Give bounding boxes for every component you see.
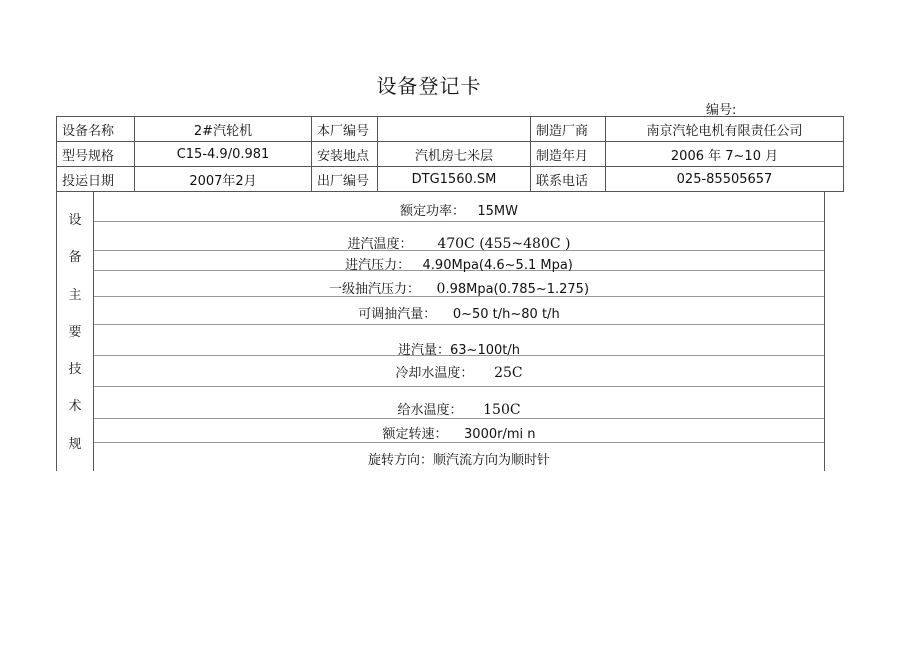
spec-row-adjustable-extraction [94,297,824,325]
spec-row-inlet-flow [94,325,824,356]
table-row [57,167,844,192]
spec-value: 15MW [477,204,519,219]
install-location-label: 安装地点 [312,142,378,167]
spec-label: 冷却水温度： [395,366,474,381]
side-label-char: 术 [68,399,82,414]
spec-value: 150C [483,402,521,418]
spec-row-cooling-water-temp [94,356,824,387]
code-label: 编号: [706,103,737,118]
manufacture-date-value: 2006 年 7~10 月 [606,142,844,167]
manufacturer-label: 制造厂商 [531,117,606,142]
spec-row-inlet-pressure [94,251,824,271]
spec-value: 470C (455~480C ) [437,236,571,252]
spec-value: .98Mpa(0.785~1.275) [445,282,590,297]
spec-label: 进汽量： [398,343,451,358]
model-value: C15-4.9/0.981 [135,142,312,167]
manufacture-date-label: 制造年月 [531,142,606,167]
specs-section [56,192,825,471]
serial-no-label: 出厂编号 [312,167,378,192]
spec-label: 旋转方向： [367,453,433,468]
equipment-name-label: 设备名称 [57,117,135,142]
spec-row-feedwater-temp [94,387,824,419]
side-label-char: 技 [68,362,82,377]
equipment-name-value: 2#汽轮机 [135,117,312,142]
spec-row-rated-speed [94,419,824,443]
model-label: 型号规格 [57,142,135,167]
spec-value: 25C [494,365,523,381]
spec-label: 可调抽汽量： [358,307,437,322]
phone-value: 025-85505657 [606,167,844,192]
spec-row-extraction-pressure [94,271,824,297]
install-location-value: 汽机房七米层 [378,142,531,167]
spec-value-serif: 0 [436,281,446,297]
spec-value: 0~50 t/h~80 t/h [452,307,560,322]
phone-label: 联系电话 [531,167,606,192]
commission-date-value: 2007年2月 [135,167,312,192]
table-row [57,142,844,167]
info-table [56,116,844,192]
spec-label: 进汽压力： [345,258,411,273]
table-row [57,117,844,142]
commission-date-label: 投运日期 [57,167,135,192]
page-title: 设备登记卡 [376,74,482,98]
manufacturer-value: 南京汽轮电机有限责任公司 [606,117,844,142]
spec-value: 3000r/mi n [464,427,536,442]
serial-no-value: DTG1560.SM [378,167,531,192]
spec-label: 进汽温度： [347,237,413,252]
side-label-char: 主 [68,288,82,303]
spec-value: 顺汽流方向为顺时针 [433,453,551,468]
spec-label: 额定功率： [399,204,465,219]
side-label-char: 备 [68,250,82,265]
spec-label: 给水温度： [397,403,463,418]
factory-no-label: 本厂编号 [312,117,378,142]
spec-row-rated-power [94,192,824,222]
spec-label: 一级抽汽压力： [328,282,420,297]
spec-value: 4.90Mpa(4.6~5.1 Mpa) [422,258,573,273]
side-label-char: 设 [68,213,82,228]
spec-label: 额定转速： [382,427,448,442]
spec-row-rotation [94,443,824,471]
spec-value: 63~100t/h [450,343,520,358]
side-label-char: 规 [68,437,82,452]
factory-no-value [378,117,531,142]
spec-row-inlet-temp [94,222,824,251]
side-label-char: 要 [68,325,82,340]
specs-side-label [57,192,94,471]
